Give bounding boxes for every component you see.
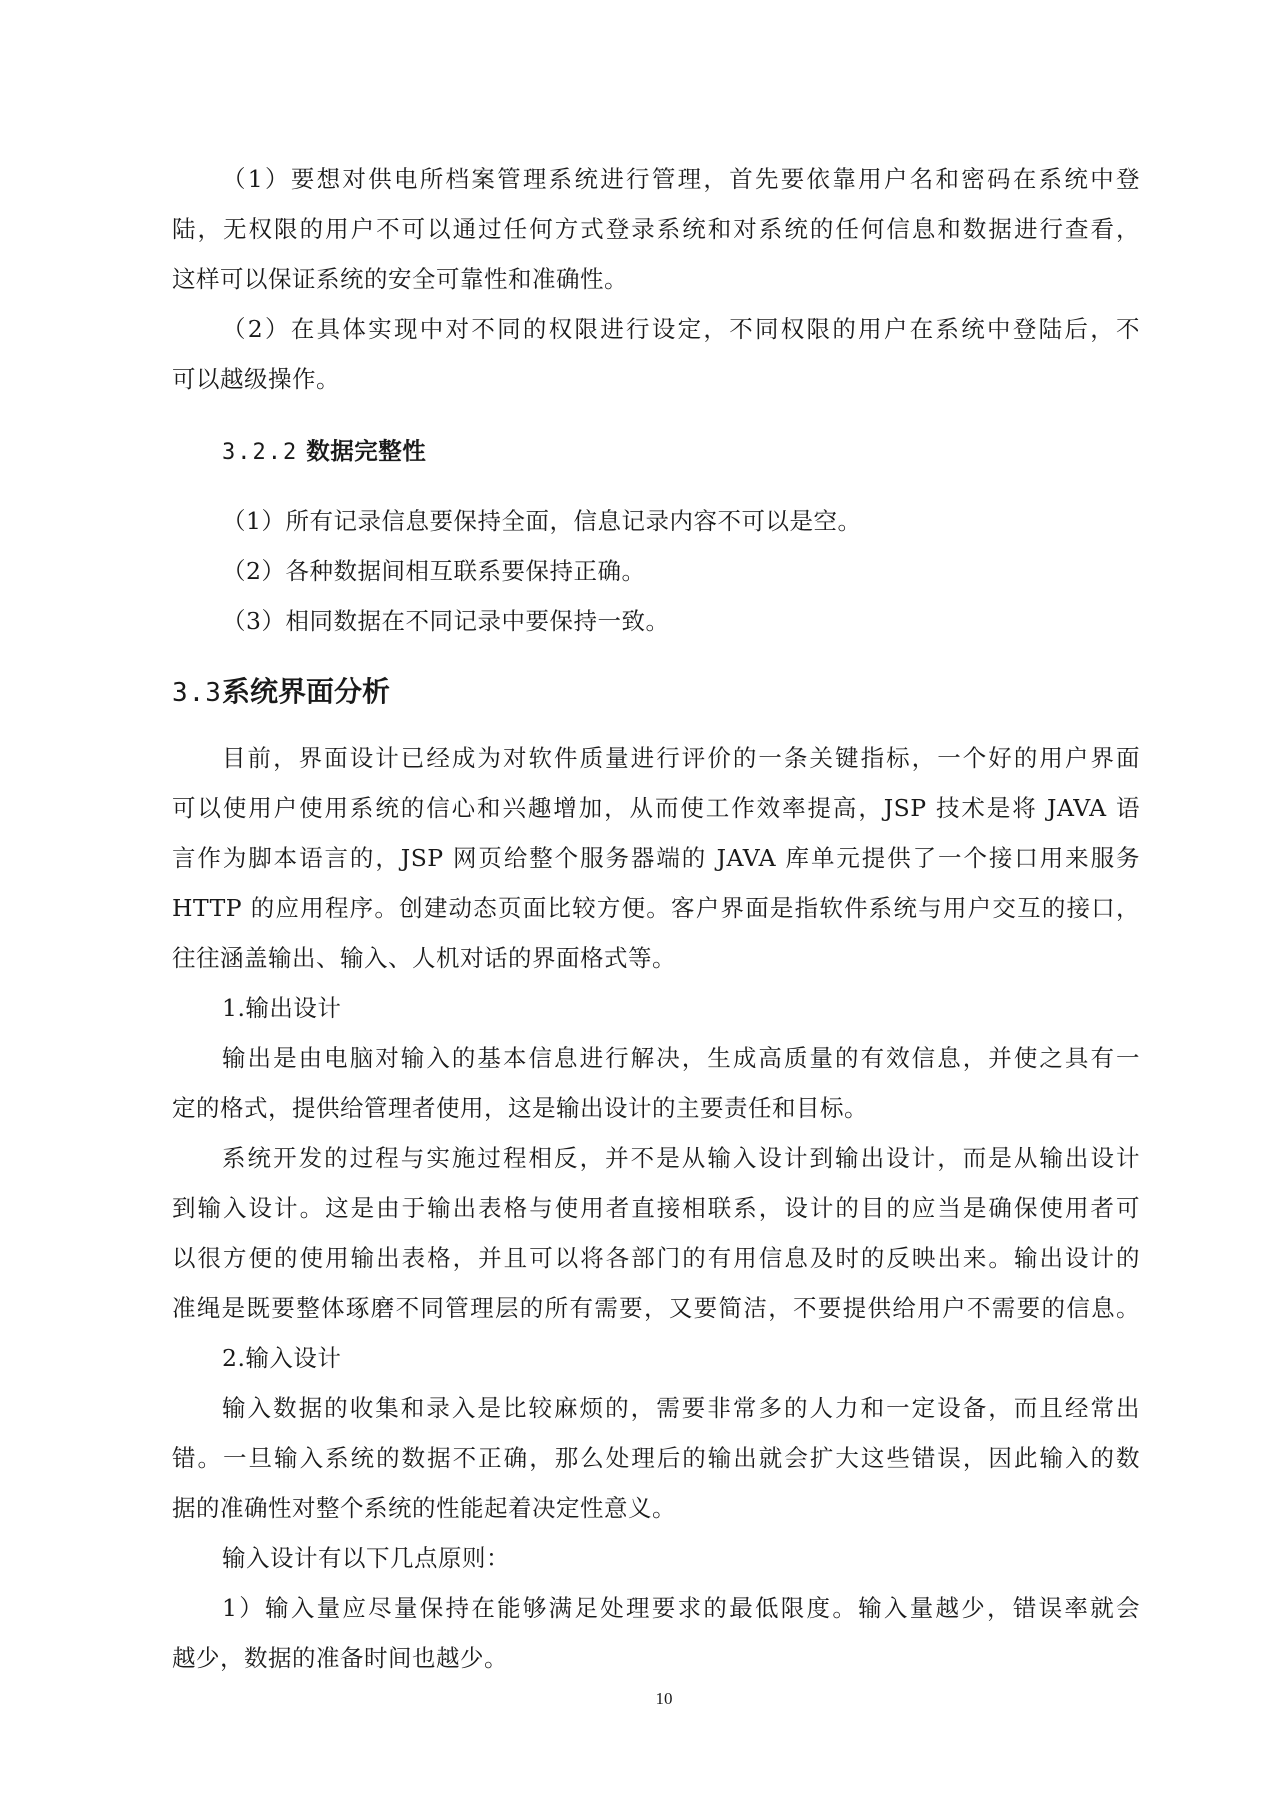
output-para-1-line-2: 定的格式，提供给管理者使用，这是输出设计的主要责任和目标。 bbox=[172, 1094, 868, 1122]
interface-intro-line-2: 可以使用户使用系统的信心和兴趣增加，从而使工作效率提高，JSP 技术是将 JAVA 语 bbox=[172, 794, 1140, 822]
subsection-heading-3-2-2 bbox=[222, 426, 426, 478]
subsection-number: 3.2.2 bbox=[222, 440, 299, 465]
input-principle-1-line-2: 越少，数据的准备时间也越少。 bbox=[172, 1644, 508, 1672]
security-item-1-line-1: （1）要想对供电所档案管理系统进行管理，首先要依靠用户名和密码在系统中登 bbox=[222, 165, 1140, 193]
input-principle-1-line-1: 1）输入量应尽量保持在能够满足处理要求的最低限度。输入量越少，错误率就会 bbox=[222, 1594, 1140, 1622]
output-para-2-line-3: 以很方便的使用输出表格，并且可以将各部门的有用信息及时的反映出来。输出设计的 bbox=[172, 1244, 1140, 1272]
input-principles-intro: 输入设计有以下几点原则： bbox=[222, 1544, 510, 1572]
integrity-item-2: （2）各种数据间相互联系要保持正确。 bbox=[222, 557, 646, 585]
interface-intro-line-4: HTTP 的应用程序。创建动态页面比较方便。客户界面是指软件系统与用户交互的接口， bbox=[172, 894, 1140, 922]
input-para-1-line-2: 错。一旦输入系统的数据不正确，那么处理后的输出就会扩大这些错误，因此输入的数 bbox=[172, 1444, 1140, 1472]
output-para-2-line-4: 准绳是既要整体琢磨不同管理层的所有需要，又要简洁，不要提供给用户不需要的信息。 bbox=[172, 1294, 1140, 1322]
output-design-heading: 1.输出设计 bbox=[222, 994, 342, 1022]
output-para-2-line-2: 到输入设计。这是由于输出表格与使用者直接相联系，设计的目的应当是确保使用者可 bbox=[172, 1194, 1140, 1222]
input-design-heading: 2.输入设计 bbox=[222, 1344, 342, 1372]
interface-intro-line-3: 言作为脚本语言的，JSP 网页给整个服务器端的 JAVA 库单元提供了一个接口用来服务 bbox=[172, 844, 1140, 872]
section-heading-3-3 bbox=[172, 667, 390, 718]
input-para-1-line-3: 据的准确性对整个系统的性能起着决定性意义。 bbox=[172, 1494, 676, 1522]
output-para-2-line-1: 系统开发的过程与实施过程相反，并不是从输入设计到输出设计，而是从输出设计 bbox=[222, 1144, 1140, 1172]
integrity-item-3: （3）相同数据在不同记录中要保持一致。 bbox=[222, 607, 670, 635]
integrity-item-1: （1）所有记录信息要保持全面，信息记录内容不可以是空。 bbox=[222, 507, 862, 535]
security-item-1-line-2: 陆，无权限的用户不可以通过任何方式登录系统和对系统的任何信息和数据进行查看， bbox=[172, 215, 1140, 243]
security-item-2-line-1: （2）在具体实现中对不同的权限进行设定，不同权限的用户在系统中登陆后，不 bbox=[222, 315, 1140, 343]
security-item-2-line-2: 可以越级操作。 bbox=[172, 365, 340, 393]
input-para-1-line-1: 输入数据的收集和录入是比较麻烦的，需要非常多的人力和一定设备，而且经常出 bbox=[222, 1394, 1140, 1422]
interface-intro-line-5: 往往涵盖输出、输入、人机对话的界面格式等。 bbox=[172, 944, 676, 972]
security-item-1-line-3: 这样可以保证系统的安全可靠性和准确性。 bbox=[172, 265, 628, 293]
page-number: 10 bbox=[655, 1689, 673, 1708]
subsection-title: 数据完整性 bbox=[306, 437, 427, 465]
output-para-1-line-1: 输出是由电脑对输入的基本信息进行解决，生成高质量的有效信息，并使之具有一 bbox=[222, 1044, 1140, 1072]
interface-intro-line-1: 目前，界面设计已经成为对软件质量进行评价的一条关键指标，一个好的用户界面 bbox=[222, 744, 1140, 772]
section-number: 3.3 bbox=[172, 678, 222, 708]
section-title: 系统界面分析 bbox=[221, 675, 390, 708]
